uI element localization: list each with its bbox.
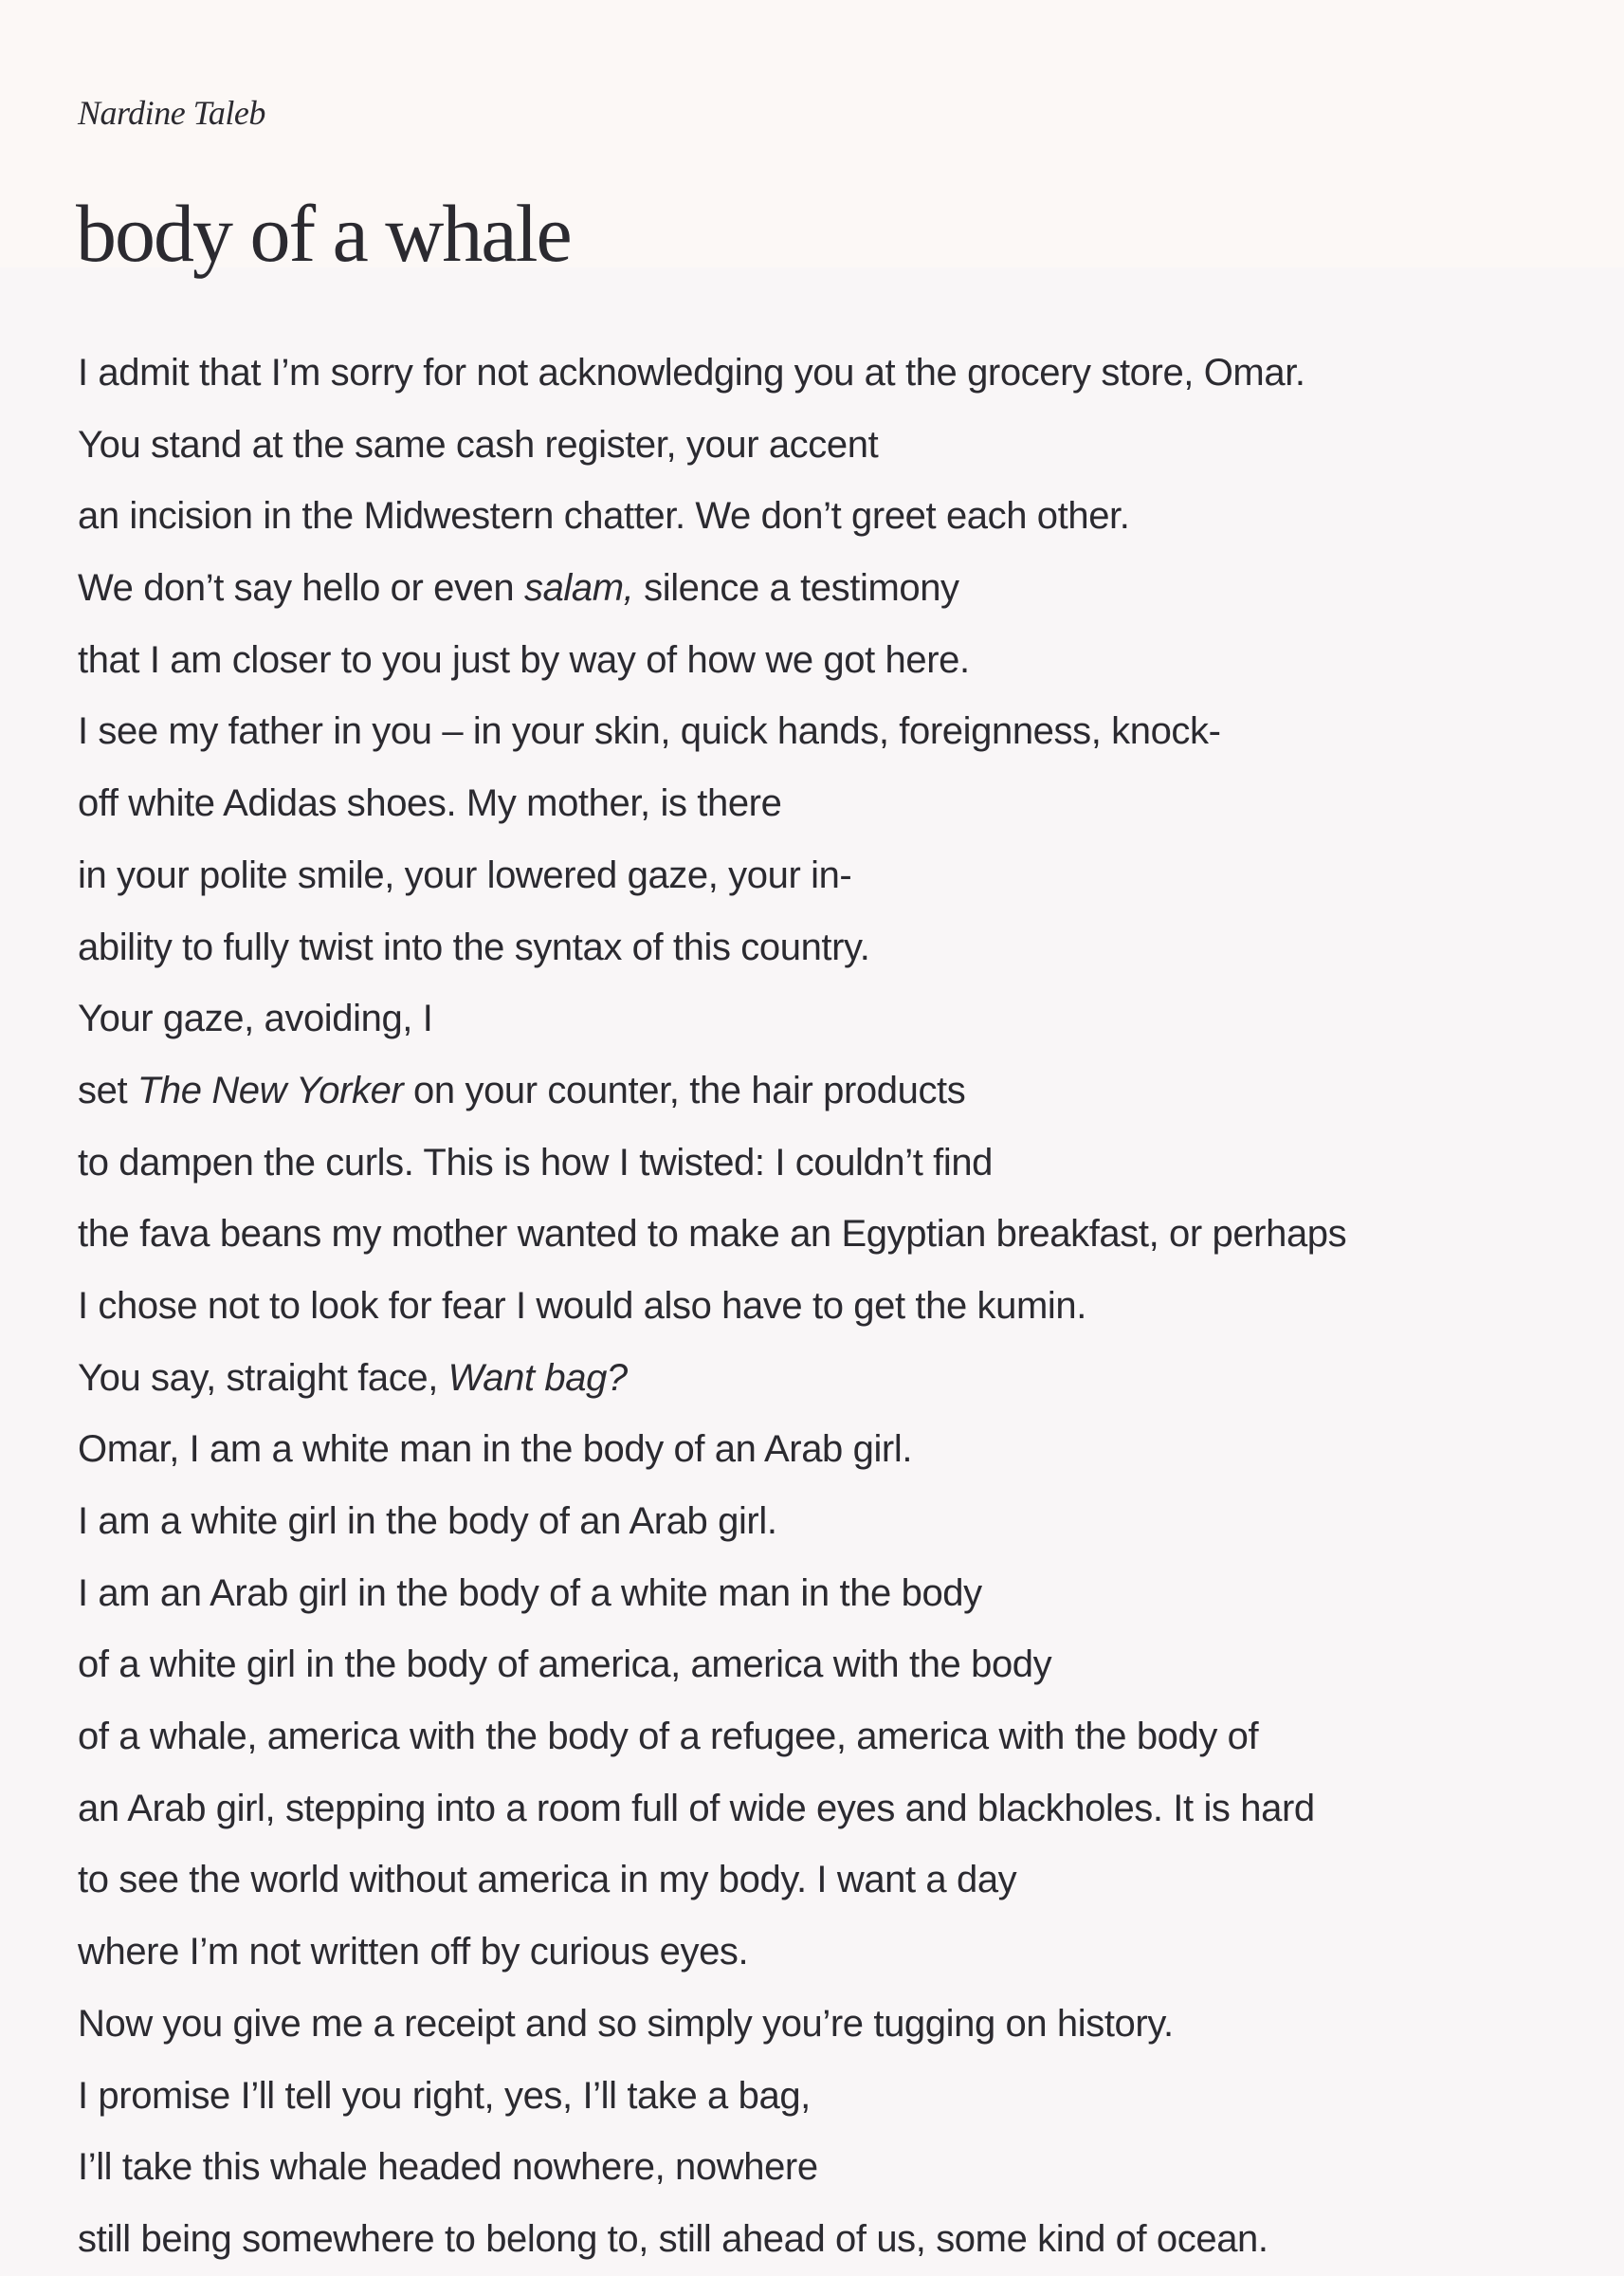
poem-author: Nardine Taleb bbox=[78, 94, 265, 132]
poem-line-segment: I am a white girl in the body of an Arab girl. bbox=[78, 1500, 777, 1542]
poem-line bbox=[78, 553, 1346, 625]
poem-line bbox=[78, 2061, 1346, 2133]
poem-line bbox=[78, 1558, 1346, 1630]
poem-line bbox=[78, 2204, 1346, 2276]
poem-line-segment: You say, straight face, bbox=[78, 1356, 448, 1399]
poem-line-italic-segment: The New Yorker bbox=[137, 1069, 404, 1111]
poem-line-segment: an incision in the Midwestern chatter. We don’t greet each other. bbox=[78, 495, 1130, 538]
poem-line bbox=[78, 481, 1346, 553]
poem-line-segment: I admit that I’m sorry for not acknowledging you at the grocery store, Omar. bbox=[78, 352, 1305, 394]
poem-line bbox=[78, 1845, 1346, 1917]
poem-line bbox=[78, 912, 1346, 984]
poem-line bbox=[78, 840, 1346, 912]
poem-line-segment: I am an Arab girl in the body of a white man in the body bbox=[78, 1571, 982, 1614]
poem-line-segment: We don’t say hello or even bbox=[78, 567, 524, 610]
poem-line-italic-segment: salam, bbox=[523, 567, 634, 610]
poem-line bbox=[78, 1055, 1346, 1128]
poem-line bbox=[78, 983, 1346, 1055]
poem-line bbox=[78, 1128, 1346, 1200]
poem-line bbox=[78, 1917, 1346, 1989]
poem-line-segment: of a white girl in the body of america, america with the body bbox=[78, 1643, 1052, 1686]
poem-line bbox=[78, 410, 1346, 482]
poem-line-segment: Your gaze, avoiding, I bbox=[78, 998, 433, 1040]
poem-body bbox=[78, 338, 1346, 2276]
poem-line-segment: an Arab girl, stepping into a room full of wide eyes and blackholes. It is hard bbox=[78, 1787, 1315, 1829]
poem-line bbox=[78, 338, 1346, 410]
poem-line-segment: that I am closer to you just by way of how we got here. bbox=[78, 638, 970, 681]
poem-line-segment: where I’m not written off by curious eyes. bbox=[78, 1931, 749, 1973]
poem-line-segment: ability to fully twist into the syntax of this country. bbox=[78, 926, 870, 968]
poem-line-segment: on your counter, the hair products bbox=[403, 1069, 966, 1111]
poem-line-segment: I see my father in you – in your skin, quick hands, foreignness, knock- bbox=[78, 710, 1221, 753]
poem-line-italic-segment: Want bag? bbox=[447, 1356, 628, 1399]
poem-line bbox=[78, 1199, 1346, 1271]
poem-line bbox=[78, 696, 1346, 768]
poem-line-segment: to see the world without america in my body. I want a day bbox=[78, 1859, 1017, 1901]
poem-line bbox=[78, 1486, 1346, 1558]
poem-line bbox=[78, 1701, 1346, 1773]
poem-line-segment: Omar, I am a white man in the body of an Arab girl. bbox=[78, 1428, 913, 1471]
poem-line bbox=[78, 1629, 1346, 1701]
poem-line-segment: You stand at the same cash register, your accent bbox=[78, 423, 879, 466]
poem-line bbox=[78, 1989, 1346, 2061]
poem-line-segment: silence a testimony bbox=[633, 567, 959, 610]
poem-line bbox=[78, 625, 1346, 697]
poem-title: body of a whale bbox=[76, 188, 571, 279]
poem-line bbox=[78, 2132, 1346, 2204]
poem-line bbox=[78, 1414, 1346, 1486]
poem-line-segment: to dampen the curls. This is how I twisted: I couldn’t find bbox=[78, 1141, 994, 1184]
poem-line-segment: of a whale, america with the body of a refugee, america with the body of bbox=[78, 1716, 1259, 1758]
poem-line-segment: set bbox=[78, 1069, 137, 1111]
poem-line-segment: I’ll take this whale headed nowhere, nowhere bbox=[78, 2146, 818, 2189]
poem-line bbox=[78, 1271, 1346, 1343]
poem-line bbox=[78, 1773, 1346, 1845]
poem-line-segment: I promise I’ll tell you right, yes, I’ll take a bag, bbox=[78, 2074, 811, 2117]
poem-line-segment: still being somewhere to belong to, still ahead of us, some kind of ocean. bbox=[78, 2217, 1268, 2260]
poem-line-segment: the fava beans my mother wanted to make an Egyptian breakfast, or perhaps bbox=[78, 1213, 1347, 1256]
poem-line bbox=[78, 1343, 1346, 1415]
poem-line-segment: off white Adidas shoes. My mother, is there bbox=[78, 782, 782, 825]
poem-line-segment: in your polite smile, your lowered gaze, your in- bbox=[78, 854, 852, 896]
poem-line-segment: Now you give me a receipt and so simply you’re tugging on history. bbox=[78, 2002, 1174, 2045]
poem-line-segment: I chose not to look for fear I would also have to get the kumin. bbox=[78, 1284, 1086, 1327]
poem-line bbox=[78, 768, 1346, 840]
